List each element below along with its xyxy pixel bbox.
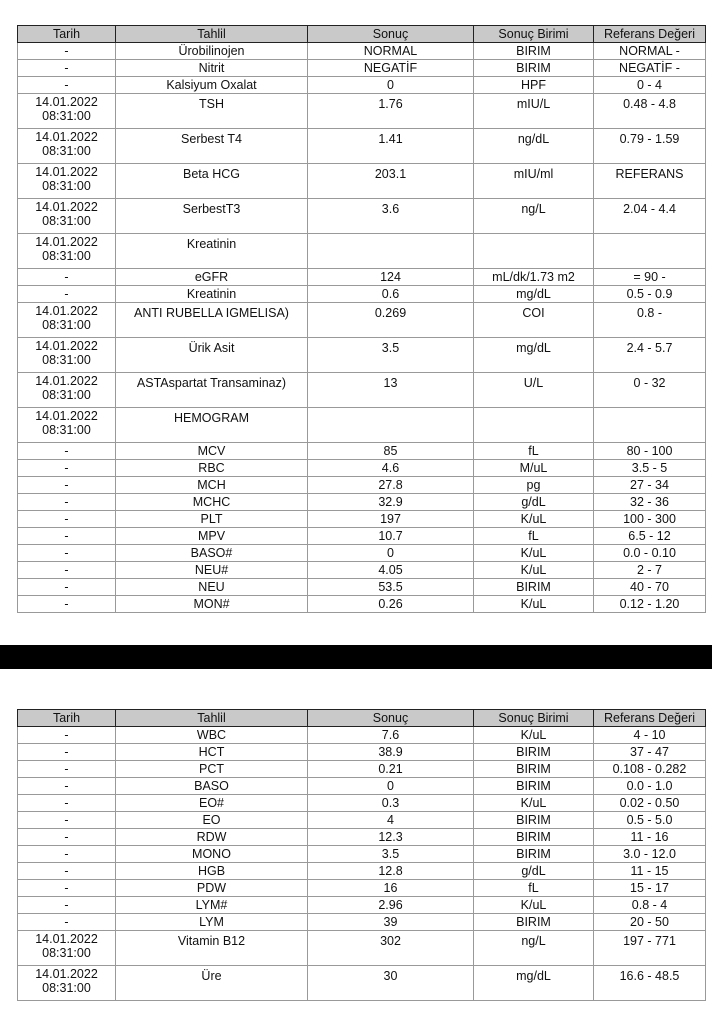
cell-result: 3.6	[308, 199, 474, 234]
cell-test: HGB	[116, 863, 308, 880]
table-row	[18, 914, 706, 931]
cell-reference: 0.5 - 5.0	[594, 812, 706, 829]
cell-unit: K/uL	[474, 596, 594, 613]
cell-unit: pg	[474, 477, 594, 494]
cell-result: 3.5	[308, 338, 474, 373]
cell-result: 0.6	[308, 286, 474, 303]
table-row	[18, 494, 706, 511]
cell-unit: BIRIM	[474, 761, 594, 778]
cell-reference: 11 - 16	[594, 829, 706, 846]
cell-unit: COI	[474, 303, 594, 338]
header-date: Tarih	[18, 26, 116, 43]
cell-test: Beta HCG	[116, 164, 308, 199]
table-row	[18, 812, 706, 829]
cell-unit: BIRIM	[474, 60, 594, 77]
cell-result: 197	[308, 511, 474, 528]
cell-result: 30	[308, 966, 474, 1001]
cell-test: eGFR	[116, 269, 308, 286]
table-row	[18, 579, 706, 596]
cell-unit: K/uL	[474, 795, 594, 812]
cell-date: -	[18, 863, 116, 880]
cell-date: -	[18, 880, 116, 897]
cell-unit: ng/dL	[474, 129, 594, 164]
cell-date: -	[18, 443, 116, 460]
table-row	[18, 863, 706, 880]
cell-result: 4.05	[308, 562, 474, 579]
table-row	[18, 761, 706, 778]
cell-reference: 3.0 - 12.0	[594, 846, 706, 863]
cell-date: -	[18, 761, 116, 778]
table-row	[18, 164, 706, 199]
table-header-row	[18, 710, 706, 727]
cell-result: 27.8	[308, 477, 474, 494]
cell-reference: 11 - 15	[594, 863, 706, 880]
cell-unit: BIRIM	[474, 812, 594, 829]
cell-date: -	[18, 596, 116, 613]
header-date: Tarih	[18, 710, 116, 727]
cell-unit: mg/dL	[474, 966, 594, 1001]
cell-date: -	[18, 60, 116, 77]
header-test: Tahlil	[116, 710, 308, 727]
cell-reference: 6.5 - 12	[594, 528, 706, 545]
report-page-2	[0, 669, 712, 1024]
cell-date: 14.01.2022 08:31:00	[18, 199, 116, 234]
table-row	[18, 199, 706, 234]
table-row	[18, 545, 706, 562]
cell-test: Ürik Asit	[116, 338, 308, 373]
cell-test: MCHC	[116, 494, 308, 511]
cell-result: 203.1	[308, 164, 474, 199]
cell-unit: ng/L	[474, 931, 594, 966]
cell-test: PCT	[116, 761, 308, 778]
cell-unit	[474, 408, 594, 443]
cell-reference: 0 - 4	[594, 77, 706, 94]
cell-result: 16	[308, 880, 474, 897]
cell-result: 124	[308, 269, 474, 286]
cell-test: EO	[116, 812, 308, 829]
cell-result: 39	[308, 914, 474, 931]
cell-test: Serbest T4	[116, 129, 308, 164]
table-row	[18, 744, 706, 761]
cell-result: 0.26	[308, 596, 474, 613]
cell-test: WBC	[116, 727, 308, 744]
cell-reference: NORMAL -	[594, 43, 706, 60]
results-body-1	[18, 43, 706, 613]
cell-unit: g/dL	[474, 863, 594, 880]
cell-unit: mIU/L	[474, 94, 594, 129]
page-separator	[0, 645, 712, 669]
cell-reference: 0.02 - 0.50	[594, 795, 706, 812]
cell-result: 12.8	[308, 863, 474, 880]
table-row	[18, 477, 706, 494]
table-row	[18, 829, 706, 846]
cell-reference: 0.8 - 4	[594, 897, 706, 914]
cell-test: Kreatinin	[116, 234, 308, 269]
cell-test: MON#	[116, 596, 308, 613]
table-row	[18, 94, 706, 129]
cell-result: 3.5	[308, 846, 474, 863]
cell-reference: 0.0 - 0.10	[594, 545, 706, 562]
cell-reference: 0.0 - 1.0	[594, 778, 706, 795]
cell-test: ASTAspartat Transaminaz)	[116, 373, 308, 408]
cell-test: PLT	[116, 511, 308, 528]
cell-result: 53.5	[308, 579, 474, 596]
cell-result: NORMAL	[308, 43, 474, 60]
cell-date: 14.01.2022 08:31:00	[18, 931, 116, 966]
cell-date: 14.01.2022 08:31:00	[18, 164, 116, 199]
cell-result: 2.96	[308, 897, 474, 914]
cell-test: Nitrit	[116, 60, 308, 77]
cell-date: -	[18, 528, 116, 545]
cell-unit: fL	[474, 443, 594, 460]
cell-test: ANTI RUBELLA IGMELISA)	[116, 303, 308, 338]
cell-result: 0	[308, 77, 474, 94]
cell-result	[308, 234, 474, 269]
cell-reference: REFERANS	[594, 164, 706, 199]
cell-test: BASO#	[116, 545, 308, 562]
header-unit: Sonuç Birimi	[474, 26, 594, 43]
cell-date: -	[18, 778, 116, 795]
cell-unit: fL	[474, 528, 594, 545]
table-row	[18, 373, 706, 408]
cell-unit: ng/L	[474, 199, 594, 234]
cell-result: 38.9	[308, 744, 474, 761]
cell-test: MCH	[116, 477, 308, 494]
cell-result: 0.21	[308, 761, 474, 778]
cell-date: -	[18, 269, 116, 286]
cell-date: -	[18, 744, 116, 761]
table-row	[18, 897, 706, 914]
table-row	[18, 286, 706, 303]
cell-unit: BIRIM	[474, 846, 594, 863]
table-row	[18, 596, 706, 613]
cell-result: 4	[308, 812, 474, 829]
cell-result: 4.6	[308, 460, 474, 477]
cell-reference: 80 - 100	[594, 443, 706, 460]
cell-date: -	[18, 545, 116, 562]
cell-reference: 2.04 - 4.4	[594, 199, 706, 234]
cell-test: HCT	[116, 744, 308, 761]
cell-test: Kalsiyum Oxalat	[116, 77, 308, 94]
cell-result: 13	[308, 373, 474, 408]
cell-unit: mL/dk/1.73 m2	[474, 269, 594, 286]
cell-unit: BIRIM	[474, 829, 594, 846]
cell-date: -	[18, 914, 116, 931]
table-row	[18, 234, 706, 269]
cell-unit: K/uL	[474, 562, 594, 579]
table-row	[18, 562, 706, 579]
cell-result	[308, 408, 474, 443]
table-row	[18, 443, 706, 460]
cell-date: -	[18, 477, 116, 494]
cell-date: -	[18, 286, 116, 303]
cell-reference: 3.5 - 5	[594, 460, 706, 477]
cell-test: Kreatinin	[116, 286, 308, 303]
cell-reference: 32 - 36	[594, 494, 706, 511]
cell-reference: NEGATİF -	[594, 60, 706, 77]
cell-test: TSH	[116, 94, 308, 129]
cell-unit: K/uL	[474, 545, 594, 562]
cell-unit: BIRIM	[474, 579, 594, 596]
cell-date: -	[18, 579, 116, 596]
cell-date: 14.01.2022 08:31:00	[18, 234, 116, 269]
cell-unit: mIU/ml	[474, 164, 594, 199]
table-row	[18, 77, 706, 94]
table-row	[18, 727, 706, 744]
cell-result: 1.41	[308, 129, 474, 164]
cell-reference: 0.79 - 1.59	[594, 129, 706, 164]
table-row	[18, 60, 706, 77]
table-row	[18, 303, 706, 338]
cell-test: PDW	[116, 880, 308, 897]
cell-result: 10.7	[308, 528, 474, 545]
table-row	[18, 966, 706, 1001]
cell-date: -	[18, 511, 116, 528]
cell-unit: HPF	[474, 77, 594, 94]
cell-test: MONO	[116, 846, 308, 863]
cell-reference: 2.4 - 5.7	[594, 338, 706, 373]
cell-test: NEU#	[116, 562, 308, 579]
cell-unit: BIRIM	[474, 914, 594, 931]
cell-reference: 27 - 34	[594, 477, 706, 494]
cell-date: -	[18, 460, 116, 477]
cell-date: 14.01.2022 08:31:00	[18, 129, 116, 164]
cell-reference: 20 - 50	[594, 914, 706, 931]
cell-result: 32.9	[308, 494, 474, 511]
cell-test: Üre	[116, 966, 308, 1001]
cell-result: 302	[308, 931, 474, 966]
table-row	[18, 129, 706, 164]
cell-result: NEGATİF	[308, 60, 474, 77]
cell-result: 7.6	[308, 727, 474, 744]
cell-date: 14.01.2022 08:31:00	[18, 94, 116, 129]
cell-unit	[474, 234, 594, 269]
cell-test: NEU	[116, 579, 308, 596]
cell-test: HEMOGRAM	[116, 408, 308, 443]
cell-test: EO#	[116, 795, 308, 812]
cell-result: 0	[308, 545, 474, 562]
cell-test: LYM#	[116, 897, 308, 914]
cell-reference: 15 - 17	[594, 880, 706, 897]
cell-date: 14.01.2022 08:31:00	[18, 966, 116, 1001]
table-row	[18, 43, 706, 60]
results-table-1	[17, 25, 706, 613]
table-row	[18, 795, 706, 812]
cell-reference: 197 - 771	[594, 931, 706, 966]
table-row	[18, 846, 706, 863]
cell-date: -	[18, 727, 116, 744]
cell-test: Ürobilinojen	[116, 43, 308, 60]
table-row	[18, 269, 706, 286]
cell-unit: BIRIM	[474, 43, 594, 60]
table-row	[18, 408, 706, 443]
results-body-2	[18, 727, 706, 1001]
cell-date: 14.01.2022 08:31:00	[18, 303, 116, 338]
cell-result: 0.3	[308, 795, 474, 812]
cell-date: -	[18, 43, 116, 60]
cell-result: 0.269	[308, 303, 474, 338]
cell-test: BASO	[116, 778, 308, 795]
cell-reference: 0.12 - 1.20	[594, 596, 706, 613]
cell-reference: 37 - 47	[594, 744, 706, 761]
cell-reference: 4 - 10	[594, 727, 706, 744]
cell-unit: BIRIM	[474, 744, 594, 761]
cell-test: MCV	[116, 443, 308, 460]
table-row	[18, 511, 706, 528]
cell-result: 0	[308, 778, 474, 795]
table-row	[18, 338, 706, 373]
header-reference: Referans Değeri	[594, 710, 706, 727]
cell-unit: K/uL	[474, 727, 594, 744]
header-reference: Referans Değeri	[594, 26, 706, 43]
cell-reference	[594, 234, 706, 269]
cell-reference: 0 - 32	[594, 373, 706, 408]
table-row	[18, 460, 706, 477]
cell-unit: BIRIM	[474, 778, 594, 795]
cell-result: 12.3	[308, 829, 474, 846]
cell-date: -	[18, 77, 116, 94]
header-result: Sonuç	[308, 710, 474, 727]
cell-test: SerbestT3	[116, 199, 308, 234]
cell-reference: 16.6 - 48.5	[594, 966, 706, 1001]
table-row	[18, 778, 706, 795]
cell-date: 14.01.2022 08:31:00	[18, 408, 116, 443]
cell-reference: = 90 -	[594, 269, 706, 286]
cell-reference: 0.108 - 0.282	[594, 761, 706, 778]
cell-reference: 100 - 300	[594, 511, 706, 528]
cell-unit: M/uL	[474, 460, 594, 477]
cell-unit: K/uL	[474, 897, 594, 914]
cell-test: Vitamin B12	[116, 931, 308, 966]
cell-unit: g/dL	[474, 494, 594, 511]
cell-test: MPV	[116, 528, 308, 545]
cell-date: -	[18, 562, 116, 579]
table-row	[18, 528, 706, 545]
cell-date: -	[18, 897, 116, 914]
header-test: Tahlil	[116, 26, 308, 43]
cell-test: RDW	[116, 829, 308, 846]
cell-test: RBC	[116, 460, 308, 477]
cell-reference: 0.48 - 4.8	[594, 94, 706, 129]
cell-reference: 0.5 - 0.9	[594, 286, 706, 303]
cell-date: -	[18, 846, 116, 863]
cell-unit: mg/dL	[474, 286, 594, 303]
table-row	[18, 880, 706, 897]
results-table-2	[17, 709, 706, 1001]
cell-date: -	[18, 812, 116, 829]
cell-test: LYM	[116, 914, 308, 931]
table-header-row	[18, 26, 706, 43]
table-row	[18, 931, 706, 966]
cell-reference: 2 - 7	[594, 562, 706, 579]
cell-result: 1.76	[308, 94, 474, 129]
cell-unit: K/uL	[474, 511, 594, 528]
cell-date: -	[18, 494, 116, 511]
cell-unit: mg/dL	[474, 338, 594, 373]
cell-date: 14.01.2022 08:31:00	[18, 373, 116, 408]
cell-unit: U/L	[474, 373, 594, 408]
cell-date: -	[18, 829, 116, 846]
header-result: Sonuç	[308, 26, 474, 43]
cell-reference	[594, 408, 706, 443]
cell-date: -	[18, 795, 116, 812]
cell-reference: 0.8 -	[594, 303, 706, 338]
cell-unit: fL	[474, 880, 594, 897]
cell-reference: 40 - 70	[594, 579, 706, 596]
cell-date: 14.01.2022 08:31:00	[18, 338, 116, 373]
cell-result: 85	[308, 443, 474, 460]
header-unit: Sonuç Birimi	[474, 710, 594, 727]
